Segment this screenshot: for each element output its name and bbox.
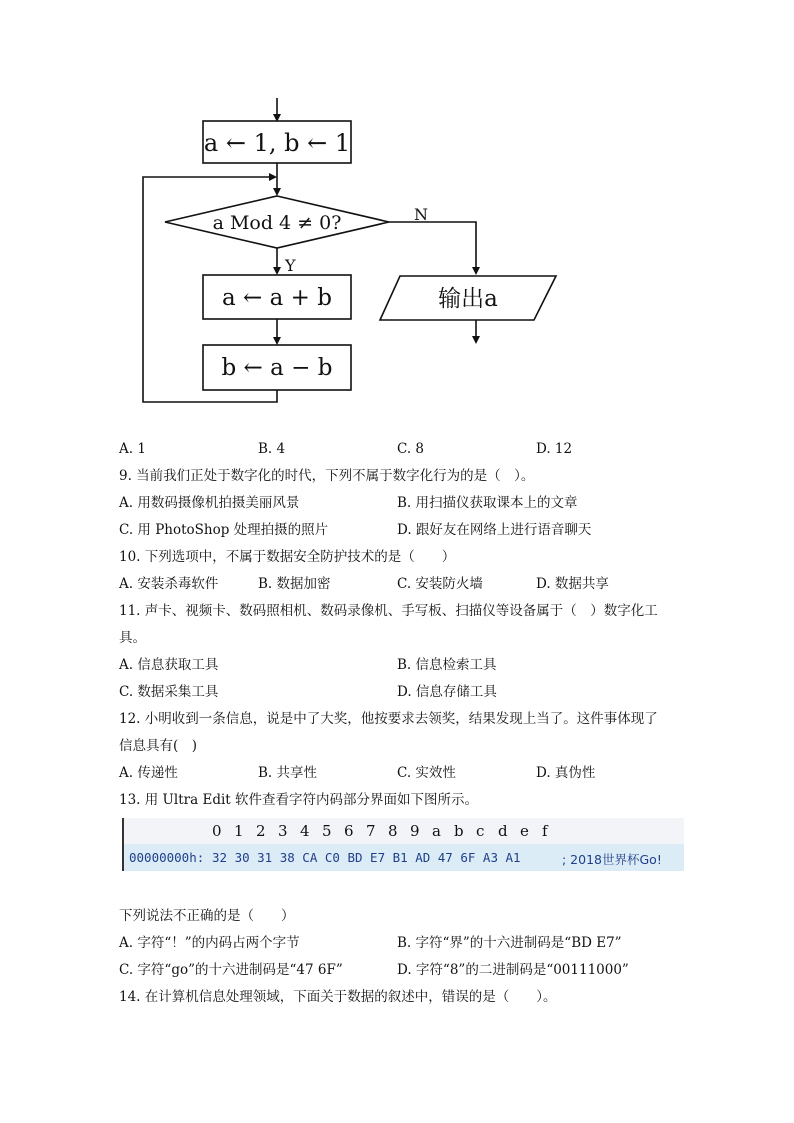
hex-col: 1 (234, 822, 244, 840)
no-arrow (389, 222, 476, 271)
hex-col: b (454, 822, 464, 840)
q12-option-b: B. 共享性 (258, 765, 318, 781)
q13-option-c: C. 字符“go”的十六进制码是“47 6F” (119, 962, 343, 978)
hex-col: 3 (278, 822, 288, 840)
init-text: a ← 1, b ← 1 (203, 129, 351, 157)
q9-question: 9. 当前我们正处于数字化的时代，下列不属于数字化行为的是（ ）。 (119, 468, 535, 484)
hex-col: 0 (212, 822, 222, 840)
q10-option-b: B. 数据加密 (258, 576, 331, 592)
hex-column-header (124, 818, 684, 844)
hex-col: 4 (300, 822, 310, 840)
q8-option-a: A. 1 (119, 441, 146, 457)
q13-question: 13. 用 Ultra Edit 软件查看字符内码部分界面如下图所示。 (119, 792, 478, 808)
hex-col: 5 (322, 822, 332, 840)
q12-option-c: C. 实效性 (397, 765, 456, 781)
no-label: N (414, 205, 428, 224)
q13-prompt: 下列说法不正确的是（ ） (119, 908, 295, 924)
hex-editor-view (122, 818, 684, 871)
hex-col: 9 (410, 822, 420, 840)
flowchart (0, 0, 794, 420)
output-text: 输出a (438, 286, 498, 312)
hex-col: d (498, 822, 508, 840)
hex-col: 2 (256, 822, 266, 840)
condition-text: a Mod 4 ≠ 0? (212, 212, 342, 234)
q13-option-d: D. 字符“8”的二进制码是“00111000” (397, 962, 629, 978)
q13-option-a: A. 字符“！”的内码占两个字节 (119, 935, 300, 951)
yes-label: Y (285, 256, 296, 275)
q11-question-line1: 11. 声卡、视频卡、数码照相机、数码录像机、手写板、扫描仪等设备属于（ ）数字化工 (119, 603, 658, 619)
q11-option-a: A. 信息获取工具 (119, 657, 219, 673)
hex-col: 7 (366, 822, 376, 840)
hex-address: 00000000h: (129, 850, 205, 865)
hex-text: ; 2018世界杯Go! (562, 852, 662, 867)
q8-option-d: D. 12 (536, 441, 573, 457)
q10-option-a: A. 安装杀毒软件 (119, 576, 219, 592)
q10-question: 10. 下列选项中，不属于数据安全防护技术的是（ ） (119, 549, 456, 565)
q10-option-c: C. 安装防火墙 (397, 576, 483, 592)
q11-question-line2: 具。 (119, 630, 146, 646)
q12-option-a: A. 传递性 (119, 765, 178, 781)
q10-option-d: D. 数据共享 (536, 576, 609, 592)
step1-text: a ← a + b (222, 285, 332, 311)
q12-option-d: D. 真伪性 (536, 765, 596, 781)
q11-option-b: B. 信息检索工具 (397, 657, 497, 673)
hex-bytes: 32 30 31 38 CA C0 BD E7 B1 AD 47 6F A3 A1 (212, 850, 521, 865)
hex-col: 8 (388, 822, 398, 840)
q9-option-b: B. 用扫描仪获取课本上的文章 (397, 495, 578, 511)
q13-option-b: B. 字符“界”的十六进制码是“BD E7” (397, 935, 622, 951)
hex-col: f (542, 822, 548, 840)
q11-option-c: C. 数据采集工具 (119, 684, 219, 700)
q9-option-a: A. 用数码摄像机拍摄美丽风景 (119, 495, 300, 511)
q11-option-d: D. 信息存储工具 (397, 684, 497, 700)
hex-col: a (432, 822, 441, 840)
hex-col: e (520, 822, 529, 840)
step2-text: b ← a − b (221, 355, 333, 381)
hex-col: c (476, 822, 485, 840)
q14-question: 14. 在计算机信息处理领域，下面关于数据的叙述中，错误的是（ ）。 (119, 989, 557, 1005)
hex-col: 6 (344, 822, 354, 840)
q12-question-line2: 信息具有( ) (119, 738, 198, 754)
q12-question-line1: 12. 小明收到一条信息，说是中了大奖，他按要求去领奖，结果发现上当了。这件事体现了 (119, 711, 658, 727)
q9-option-c: C. 用 PhotoShop 处理拍摄的照片 (119, 522, 329, 538)
q8-option-c: C. 8 (397, 441, 425, 457)
hex-data-row (124, 844, 684, 871)
q9-option-d: D. 跟好友在网络上进行语音聊天 (397, 522, 592, 538)
q8-option-b: B. 4 (258, 441, 286, 457)
